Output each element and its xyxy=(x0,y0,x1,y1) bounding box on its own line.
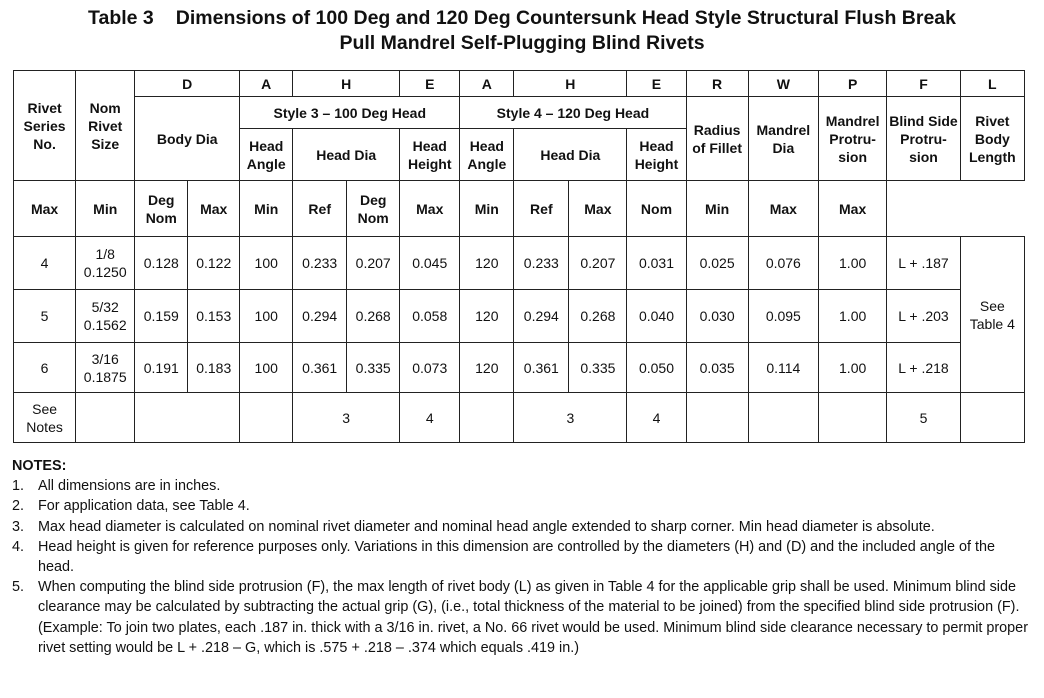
hdr-letter-f: F xyxy=(887,71,960,97)
cell-e3: 0.073 xyxy=(400,343,460,393)
note-number: 5. xyxy=(12,579,25,596)
cell-d-min: 0.153 xyxy=(188,290,240,343)
cell-h4-max: 0.294 xyxy=(514,290,569,343)
cell-size xyxy=(76,290,135,343)
hdr-head-height-3: Head Height xyxy=(400,129,460,181)
cell-d-min: 0.183 xyxy=(188,343,240,393)
unit-l: Max xyxy=(819,181,887,237)
cell-d-max: 0.159 xyxy=(135,290,188,343)
note-text: Max head diameter is calculated on nominal rivet diameter and nominal head angle extended to sharp corner. Min head diameter is absolute. xyxy=(38,518,935,535)
cell-see-notes: See Notes xyxy=(14,393,76,443)
title-line-2: Pull Mandrel Self-Plugging Blind Rivets xyxy=(339,32,705,54)
size-fraction: 1/8 xyxy=(95,246,115,262)
cell-r: 0.025 xyxy=(686,237,748,290)
cell-e3: 0.058 xyxy=(400,290,460,343)
cell-size xyxy=(76,343,135,393)
cell-h4-max: 0.361 xyxy=(514,343,569,393)
cell-h4-min: 0.207 xyxy=(569,237,627,290)
note-number: 4. xyxy=(12,538,25,555)
note-item xyxy=(12,476,1032,496)
cell-note-ref-e3: 4 xyxy=(400,393,460,443)
header-units-row xyxy=(14,181,1025,237)
title-text-1: Dimensions of 100 Deg and 120 Deg Countersunk Head Style Structural Flush Break xyxy=(175,7,956,29)
hdr-rivet-series: Rivet Series No. xyxy=(14,71,76,181)
see-notes-row xyxy=(14,393,1025,443)
cell-l-see-table-4: See Table 4 xyxy=(960,237,1024,393)
cell-e4: 0.040 xyxy=(627,290,686,343)
cell-w: 0.095 xyxy=(748,290,818,343)
cell-p: 1.00 xyxy=(819,343,887,393)
cell-a4: 120 xyxy=(460,290,514,343)
hdr-style-4: Style 4 – 120 Deg Head xyxy=(460,97,686,129)
cell-p: 1.00 xyxy=(819,290,887,343)
note-item xyxy=(12,577,1032,658)
table-label: Table 3 xyxy=(88,7,154,29)
cell-d-min: 0.122 xyxy=(188,237,240,290)
cell-empty xyxy=(686,393,748,443)
cell-h3-max: 0.233 xyxy=(293,237,347,290)
notes-heading: NOTES: xyxy=(12,458,67,474)
cell-empty xyxy=(240,393,293,443)
cell-note-ref-h4: 3 xyxy=(514,393,627,443)
cell-size xyxy=(76,237,135,290)
size-decimal: 0.1875 xyxy=(83,368,127,385)
cell-w: 0.076 xyxy=(748,237,818,290)
cell-a3: 100 xyxy=(240,290,293,343)
title-line-1 xyxy=(0,6,1044,31)
unit-f: Max xyxy=(748,181,818,237)
cell-empty xyxy=(76,393,135,443)
dimensions-table xyxy=(13,70,1025,443)
hdr-head-dia-4: Head Dia xyxy=(514,129,627,181)
cell-d-max: 0.191 xyxy=(135,343,188,393)
cell-series: 4 xyxy=(14,237,76,290)
note-text: When computing the blind side protrusion (F), the max length of rivet body (L) as given in Table 4 for the applicable grip shall be used. Minimum blind side clearance may be calculated by subtracting the actual grip (G), (i.e., total thickness of the material to be joined) from the specified blind side protrusion (F). (Example: To join two plates, each .187 in. thick with a 3/16 in. rivet, a No. 66 rivet would be used. Minimum blind side clearance necessary to permit proper rivet setting would be L + .218 – G, which is .575 + .218 – .374 which equals .419 in.) xyxy=(38,579,1028,656)
unit-w: Nom xyxy=(627,181,686,237)
cell-e4: 0.031 xyxy=(627,237,686,290)
cell-d-max: 0.128 xyxy=(135,237,188,290)
cell-empty xyxy=(748,393,818,443)
cell-e3: 0.045 xyxy=(400,237,460,290)
cell-h4-max: 0.233 xyxy=(514,237,569,290)
hdr-letter-h3: H xyxy=(293,71,400,97)
cell-h3-max: 0.294 xyxy=(293,290,347,343)
cell-h4-min: 0.335 xyxy=(569,343,627,393)
note-number: 1. xyxy=(12,478,25,495)
cell-h3-min: 0.335 xyxy=(347,343,400,393)
cell-series: 6 xyxy=(14,343,76,393)
note-number: 3. xyxy=(12,518,25,535)
hdr-letter-e3: E xyxy=(400,71,460,97)
unit-r: Max xyxy=(569,181,627,237)
note-text: Head height is given for reference purposes only. Variations in this dimension are controlled by the diameters (H) and (D) and the included angle of the head. xyxy=(38,538,995,576)
cell-a4: 120 xyxy=(460,343,514,393)
cell-a4: 120 xyxy=(460,237,514,290)
cell-empty xyxy=(135,393,240,443)
hdr-letter-r: R xyxy=(686,71,748,97)
hdr-head-angle-4: Head Angle xyxy=(460,129,514,181)
cell-note-ref-f: 5 xyxy=(887,393,960,443)
unit-a4: Deg Nom xyxy=(347,181,400,237)
note-number: 2. xyxy=(12,498,25,515)
hdr-head-dia-3: Head Dia xyxy=(293,129,400,181)
unit-h3-min: Min xyxy=(240,181,293,237)
note-item xyxy=(12,496,1032,516)
hdr-mandrel-dia: Mandrel Dia xyxy=(748,97,818,181)
size-fraction: 5/32 xyxy=(91,299,119,315)
table-title xyxy=(0,6,1044,56)
cell-f: L + .187 xyxy=(887,237,960,290)
size-fraction: 3/16 xyxy=(91,350,119,367)
notes-section xyxy=(12,456,1032,658)
cell-note-ref-e4: 4 xyxy=(627,393,686,443)
cell-a3: 100 xyxy=(240,237,293,290)
hdr-nom-rivet-size: Nom Rivet Size xyxy=(76,71,135,181)
unit-h4-min: Min xyxy=(460,181,514,237)
size-decimal: 0.1250 xyxy=(83,264,127,280)
note-text: All dimensions are in inches. xyxy=(38,478,221,495)
unit-d-max: Max xyxy=(14,181,76,237)
unit-a3: Deg Nom xyxy=(135,181,188,237)
note-item xyxy=(12,537,1032,577)
cell-h3-min: 0.207 xyxy=(347,237,400,290)
cell-f: L + .203 xyxy=(887,290,960,343)
table-row xyxy=(14,343,1025,393)
cell-r: 0.035 xyxy=(686,343,748,393)
unit-d-min: Min xyxy=(76,181,135,237)
hdr-letter-d: D xyxy=(135,71,240,97)
hdr-letter-h4: H xyxy=(514,71,627,97)
unit-h3-max: Max xyxy=(188,181,240,237)
hdr-letter-a3: A xyxy=(240,71,293,97)
hdr-letter-a4: A xyxy=(460,71,514,97)
cell-empty xyxy=(819,393,887,443)
hdr-letter-w: W xyxy=(748,71,818,97)
note-text: For application data, see Table 4. xyxy=(38,498,250,515)
unit-h4-max: Max xyxy=(400,181,460,237)
hdr-head-height-4: Head Height xyxy=(627,129,686,181)
table-row xyxy=(14,237,1025,290)
unit-p: Min xyxy=(686,181,748,237)
cell-h3-min: 0.268 xyxy=(347,290,400,343)
hdr-rivet-body-length: Rivet Body Length xyxy=(960,97,1024,181)
table-row xyxy=(14,290,1025,343)
cell-r: 0.030 xyxy=(686,290,748,343)
unit-e4: Ref xyxy=(514,181,569,237)
cell-w: 0.114 xyxy=(748,343,818,393)
unit-e3: Ref xyxy=(293,181,347,237)
hdr-style-3: Style 3 – 100 Deg Head xyxy=(240,97,460,129)
cell-h3-max: 0.361 xyxy=(293,343,347,393)
hdr-mandrel-protrusion: Mandrel Protru-sion xyxy=(819,97,887,181)
hdr-radius-of-fillet: Radius of Fillet xyxy=(686,97,748,181)
size-decimal: 0.1562 xyxy=(83,317,127,333)
hdr-letter-p: P xyxy=(819,71,887,97)
hdr-letter-e4: E xyxy=(627,71,686,97)
cell-f: L + .218 xyxy=(887,343,960,393)
hdr-body-dia: Body Dia xyxy=(135,97,240,181)
cell-note-ref-h3: 3 xyxy=(293,393,400,443)
cell-series: 5 xyxy=(14,290,76,343)
hdr-blind-side-protrusion: Blind Side Protru-sion xyxy=(887,97,960,181)
cell-a3: 100 xyxy=(240,343,293,393)
cell-p: 1.00 xyxy=(819,237,887,290)
header-style-row xyxy=(14,97,1025,129)
hdr-letter-l: L xyxy=(960,71,1024,97)
note-item xyxy=(12,517,1032,537)
header-letter-row xyxy=(14,71,1025,97)
cell-h4-min: 0.268 xyxy=(569,290,627,343)
cell-e4: 0.050 xyxy=(627,343,686,393)
cell-empty xyxy=(960,393,1024,443)
cell-empty xyxy=(460,393,514,443)
hdr-head-angle-3: Head Angle xyxy=(240,129,293,181)
